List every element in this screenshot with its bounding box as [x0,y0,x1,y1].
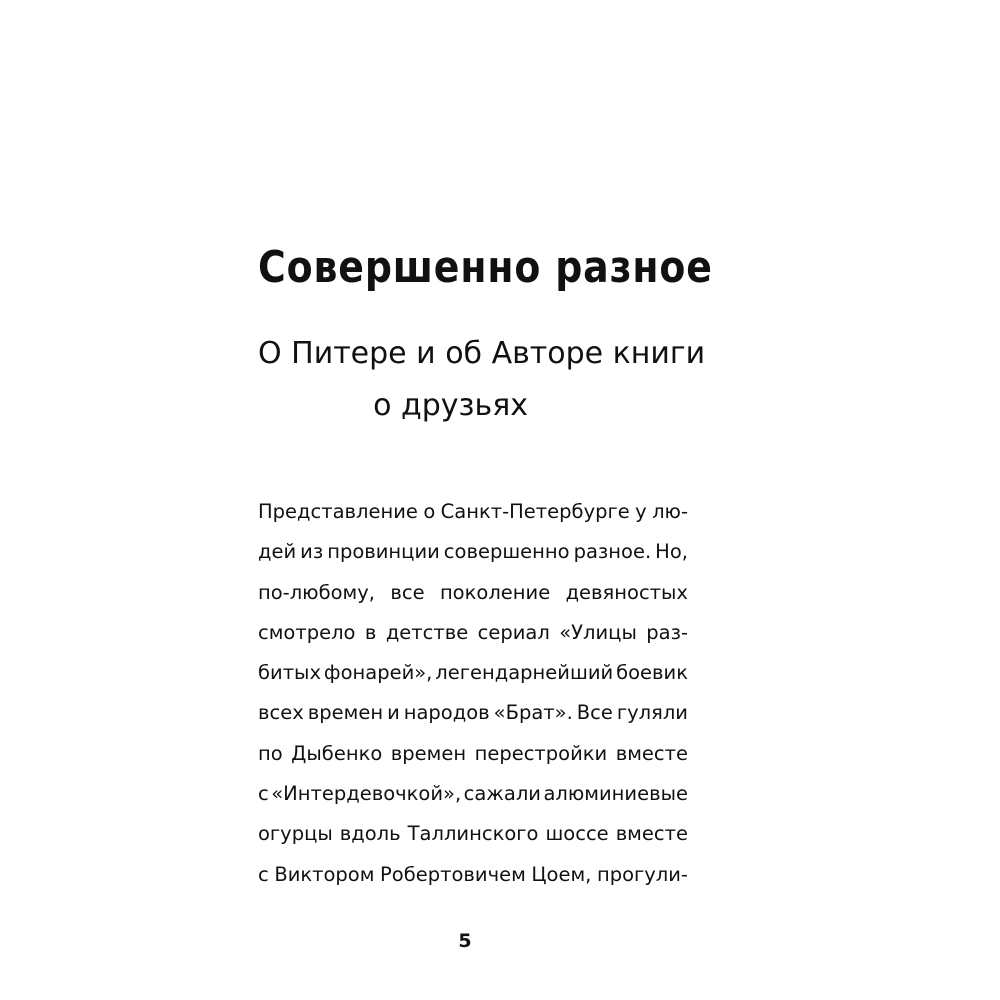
body-word: времен [307,701,384,725]
body-word: смотрело [258,620,356,644]
body-word: Таллинского [407,822,539,846]
body-word: Виктором [274,862,375,886]
body-line [258,532,688,572]
body-word: Представление [258,500,418,523]
body-word: всех [258,701,304,725]
body-word: вместе [615,822,688,846]
body-word: «Интердевочкой», [271,782,462,806]
chapter-subtitle [258,328,706,432]
body-word: Робертовичем [380,862,526,886]
body-line [258,613,688,653]
body-word: легендарнейший [435,661,614,685]
body-word: шоссе [545,822,609,846]
body-word: алюминиевые [543,782,688,806]
chapter-title: Совершенно разное [258,242,713,293]
body-word: провинции [327,540,440,564]
body-word: Но, [655,540,688,564]
body-line [258,774,688,814]
body-word: сажали [463,782,541,806]
body-word: совершенно [443,540,570,564]
body-word: по [258,741,283,765]
body-word: гуляли [616,701,688,725]
body-word: «Улицы [559,620,637,644]
body-word: поколение [439,580,551,604]
body-word: боевик [616,661,688,685]
body-word: фонарей», [323,661,433,685]
body-word: с [258,782,269,806]
body-word: детстве [385,620,469,644]
body-word: все [390,580,425,604]
body-word: и [387,701,400,725]
body-word: перестройки [474,741,608,765]
subtitle-line-1: О Питере и об Авторе книги [258,336,706,371]
body-word: дей [258,540,297,564]
body-word: по-любому, [258,580,375,604]
body-word: из [300,540,324,564]
body-word: в [364,620,377,644]
body-word: сериал [477,620,550,644]
body-word: вдоль [339,822,401,846]
body-word: о [423,500,436,523]
body-word: Все [576,701,613,725]
body-word: «Брат». [493,701,573,725]
body-word: прогули- [596,862,688,886]
body-word: у [635,500,647,523]
page-number: 5 [458,930,472,952]
body-word: лю- [652,500,688,523]
body-word: Цоем, [531,862,592,886]
body-paragraph [258,492,688,895]
body-line [258,734,688,774]
body-line [258,653,688,693]
body-word: разное. [573,540,652,564]
body-line [258,573,688,613]
body-word: огурцы [258,822,333,846]
body-line [258,855,688,895]
body-word: вместе [615,741,688,765]
body-line [258,693,688,733]
body-word: времен [390,741,467,765]
body-word: раз- [646,620,688,644]
body-word: народов [403,701,490,725]
body-word: с [258,862,269,886]
body-word: девяностых [565,580,688,604]
body-word: битых [258,661,321,685]
body-line [258,492,688,532]
body-line [258,814,688,854]
subtitle-line-2: о друзьях [373,388,528,423]
body-word: Дыбенко [291,741,383,765]
body-word: Санкт-Петербурге [440,500,630,523]
